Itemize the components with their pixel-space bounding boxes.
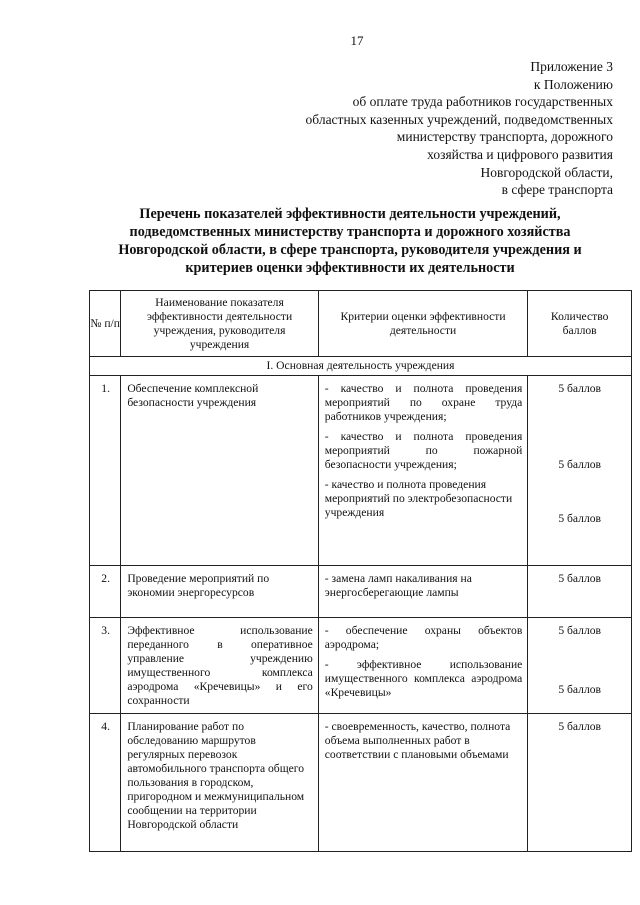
- criterion: - качество и полнота проведения мероприятий по пожарной безопасности учреждения;: [324, 430, 523, 471]
- points-value: 5 баллов: [558, 683, 601, 696]
- points-value: 5 баллов: [558, 382, 601, 395]
- header-points: Количество баллов: [528, 291, 632, 357]
- indicators-table: [89, 290, 632, 852]
- row-points: [528, 566, 631, 586]
- section-title: I. Основная деятельность учреждения: [90, 357, 632, 376]
- table-row: [90, 566, 632, 618]
- title-line: Новгородской области, в сфере транспорта, руководителя учреждения и: [118, 242, 582, 258]
- row-name: Эффективное использование переданного в оперативное управление учреждению имущественного комплекса аэродрома «Кречевицы» и его сохранности: [127, 624, 313, 707]
- row-number: 3.: [101, 624, 110, 637]
- row-points: [528, 714, 631, 734]
- row-criteria: [319, 714, 528, 762]
- points-value: 5 баллов: [558, 720, 601, 733]
- points-value: 5 баллов: [558, 572, 601, 585]
- points-value: 5 баллов: [558, 624, 601, 637]
- table-header-row: [90, 291, 632, 357]
- page-number: 17: [350, 33, 364, 48]
- appendix-line: к Положению: [533, 76, 613, 92]
- points-value: 5 баллов: [558, 512, 601, 525]
- header-criteria: Критерии оценки эффективности деятельности: [318, 291, 528, 357]
- appendix-line: хозяйства и цифрового развития: [427, 146, 613, 162]
- header-name: Наименование показателя эффективности деятельности учреждения, руководителя учреждения: [121, 291, 318, 357]
- row-number: 4.: [101, 720, 110, 733]
- points-value: 5 баллов: [558, 458, 601, 471]
- row-points: [528, 618, 631, 697]
- row-points: [528, 376, 631, 526]
- criterion: - эффективное использование имущественного комплекса аэродрома «Кречевицы»: [324, 658, 523, 699]
- appendix-line: Новгородской области,: [480, 164, 613, 180]
- criterion: - обеспечение охраны объектов аэродрома;: [324, 624, 523, 651]
- criterion: - замена ламп накаливания на энергосберегающие лампы: [324, 572, 472, 599]
- appendix-line: Приложение 3: [530, 59, 613, 74]
- criterion: - своевременность, качество, полнота объема выполненных работ в соответствии с плановыми объемами: [324, 720, 511, 761]
- appendix-line: в сфере транспорта: [501, 182, 613, 198]
- header-num: № п/п: [90, 291, 121, 357]
- document-title: [90, 205, 610, 277]
- appendix-line: об оплате труда работников государственных: [352, 94, 613, 110]
- appendix-line: областных казенных учреждений, подведомственных: [305, 111, 613, 127]
- table-row: [90, 618, 632, 714]
- title-line: критериев оценки эффективности их деятельности: [185, 260, 515, 276]
- row-criteria: [319, 376, 528, 520]
- table-row: [90, 376, 632, 566]
- row-criteria: [319, 618, 528, 700]
- row-criteria: [319, 566, 528, 600]
- table-row: [90, 714, 632, 852]
- criterion: - качество и полнота проведения мероприятий по охране труда работников учреждения;: [324, 382, 523, 423]
- row-number: 2.: [101, 572, 110, 585]
- row-number: 1.: [101, 382, 110, 395]
- appendix-line: министерству транспорта, дорожного: [396, 129, 613, 145]
- criterion: - качество и полнота проведения мероприятий по электробезопасности учреждения: [324, 478, 513, 519]
- row-name: Планирование работ по обследованию маршрутов регулярных перевозок автомобильного транспорта общего пользования в городском, пригородном и межмуниципальном сообщении на территории Новгородской области: [127, 720, 305, 831]
- title-line: подведомственных министерству транспорта и дорожного хозяйства: [129, 224, 571, 240]
- title-line: Перечень показателей эффективности деятельности учреждений,: [139, 206, 561, 222]
- appendix-header: [306, 58, 613, 199]
- row-name: Обеспечение комплексной безопасности учреждения: [127, 382, 259, 409]
- section-row: [90, 357, 632, 376]
- row-name: Проведение мероприятий по экономии энергоресурсов: [127, 572, 270, 599]
